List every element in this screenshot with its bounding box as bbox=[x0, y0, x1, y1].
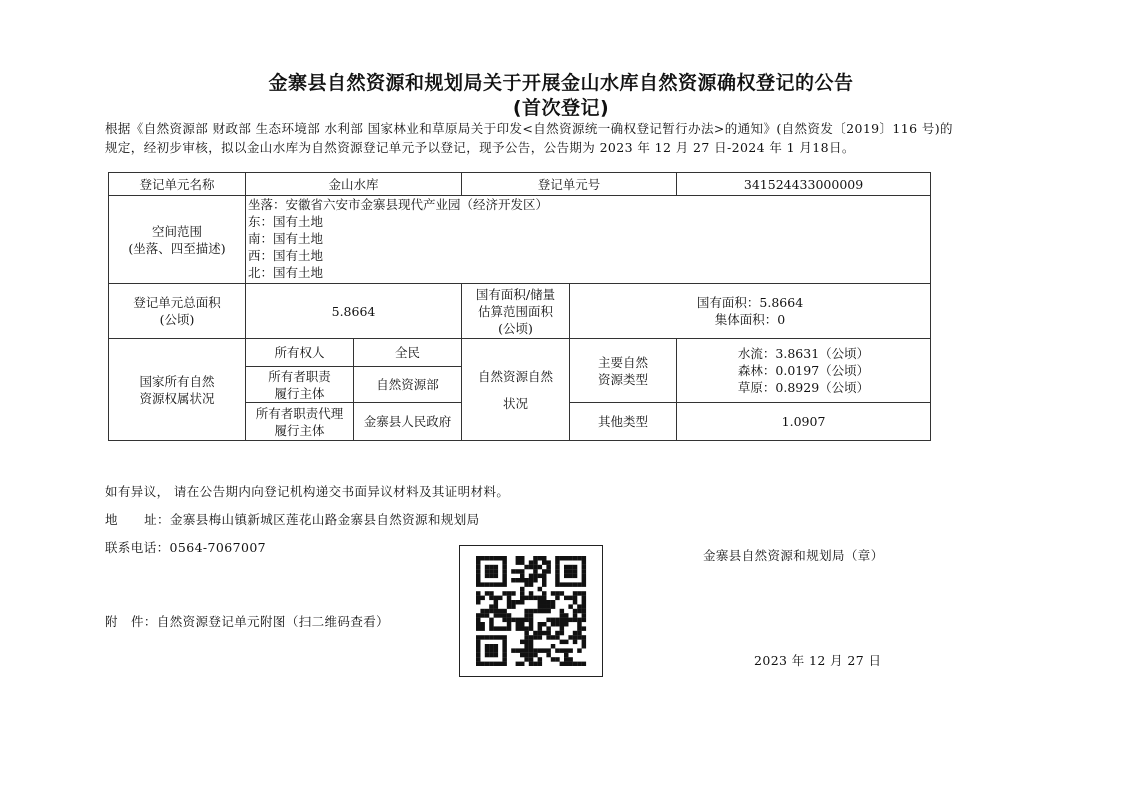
phone-line bbox=[105, 538, 266, 556]
duty-label-line1: 所有者职责 bbox=[268, 368, 331, 384]
natural-status-label bbox=[462, 339, 570, 441]
qr-code[interactable] bbox=[459, 545, 603, 677]
objection-note: 如有异议， 请在公告期内向登记机构递交书面异议材料及其证明材料。 bbox=[105, 484, 510, 499]
unit-name-label: 登记单元名称 bbox=[109, 173, 246, 196]
registration-table bbox=[108, 172, 931, 441]
phone-label: 联系电话： bbox=[105, 540, 170, 555]
owner-label: 所有权人 bbox=[246, 339, 354, 367]
main-type-label-line2: 资源类型 bbox=[598, 371, 649, 387]
space-west: 西：国有土地 bbox=[248, 248, 324, 263]
type-forest: 森林：0.0197（公顷） bbox=[737, 363, 870, 378]
space-south: 南：国有土地 bbox=[248, 231, 324, 246]
address-value: 金寨县梅山镇新城区莲花山路金寨县自然资源和规划局 bbox=[169, 512, 480, 527]
state-area-value bbox=[570, 284, 931, 339]
duty-label bbox=[246, 367, 354, 403]
owner-value: 全民 bbox=[354, 339, 462, 367]
attachment-label: 附 件： bbox=[105, 614, 157, 629]
main-type-value bbox=[677, 339, 931, 403]
total-area-label-line1: 登记单元总面积 bbox=[133, 295, 221, 310]
state-area-label-line1: 国有面积/储量 bbox=[475, 286, 556, 302]
space-north: 北：国有土地 bbox=[248, 265, 324, 280]
attachment-value: 自然资源登记单元附图（扫二维码查看） bbox=[156, 614, 390, 629]
agent-label-line2: 履行主体 bbox=[274, 422, 325, 438]
attachment-line bbox=[105, 612, 389, 630]
main-type-label bbox=[570, 339, 677, 403]
unit-name-value: 金山水库 bbox=[246, 173, 462, 196]
table-row bbox=[109, 196, 931, 284]
space-label-line2: (坐落、四至描述) bbox=[128, 240, 226, 256]
intro-paragraph: 根据《自然资源部 财政部 生态环境部 水利部 国家林业和草原局关于印发<自然资源统一确权登记暂行办法>的通知》(自然资发〔2019〕116 号)的规定，经初步审核，拟以金山水库为自然资源登记单元予以登记，现予公告，公告期为 2023 年 12 月 27 日-2024 年 1 月18日。 bbox=[105, 121, 953, 155]
document-title: 金寨县自然资源和规划局关于开展金山水库自然资源确权登记的公告 bbox=[268, 72, 854, 94]
issuer-seal: 金寨县自然资源和规划局（章） bbox=[703, 548, 884, 563]
state-area: 国有面积：5.8664 bbox=[696, 295, 804, 310]
agent-label bbox=[246, 403, 354, 441]
address-label: 地 址： bbox=[105, 512, 170, 527]
space-range-label bbox=[109, 196, 246, 284]
unit-no-value: 341524433000009 bbox=[677, 173, 931, 196]
total-area-value: 5.8664 bbox=[246, 284, 462, 339]
table-row bbox=[109, 284, 931, 339]
type-water: 水流：3.8631（公顷） bbox=[737, 346, 870, 361]
table-row bbox=[109, 339, 931, 367]
issue-date: 2023 年 12 月 27 日 bbox=[754, 653, 882, 668]
ownership-label bbox=[109, 339, 246, 441]
space-label-line1: 空间范围 bbox=[151, 223, 202, 239]
state-area-label-line3: (公顷) bbox=[498, 320, 533, 336]
table-row bbox=[109, 173, 931, 196]
qr-code-icon bbox=[475, 556, 587, 666]
ownership-label-line2: 资源权属状况 bbox=[139, 390, 215, 406]
total-area-label-line2: (公顷) bbox=[159, 312, 195, 327]
space-range-value bbox=[246, 196, 931, 284]
other-type-value: 1.0907 bbox=[677, 403, 931, 441]
space-location: 坐落：安徽省六安市金寨县现代产业园（经济开发区） bbox=[248, 197, 549, 212]
document-subtitle: (首次登记) bbox=[512, 97, 610, 119]
collective-area: 集体面积：0 bbox=[714, 312, 786, 327]
ownership-label-line1: 国家所有自然 bbox=[139, 373, 215, 389]
type-grass: 草原：0.8929（公顷） bbox=[737, 380, 870, 395]
total-area-label bbox=[109, 284, 246, 339]
natural-status-line1: 自然资源自然 bbox=[478, 368, 554, 384]
main-type-label-line1: 主要自然 bbox=[598, 354, 649, 370]
state-area-label bbox=[462, 284, 570, 339]
phone-value: 0564-7067007 bbox=[169, 540, 267, 555]
unit-no-label: 登记单元号 bbox=[462, 173, 677, 196]
duty-value: 自然资源部 bbox=[354, 367, 462, 403]
agent-label-line1: 所有者职责代理 bbox=[255, 405, 344, 421]
space-east: 东：国有土地 bbox=[248, 214, 324, 229]
agent-value: 金寨县人民政府 bbox=[354, 403, 462, 441]
natural-status-line2: 状况 bbox=[503, 395, 529, 411]
duty-label-line2: 履行主体 bbox=[274, 385, 325, 401]
address-line bbox=[105, 510, 480, 528]
other-type-label: 其他类型 bbox=[570, 403, 677, 441]
state-area-label-line2: 估算范围面积 bbox=[478, 303, 554, 319]
